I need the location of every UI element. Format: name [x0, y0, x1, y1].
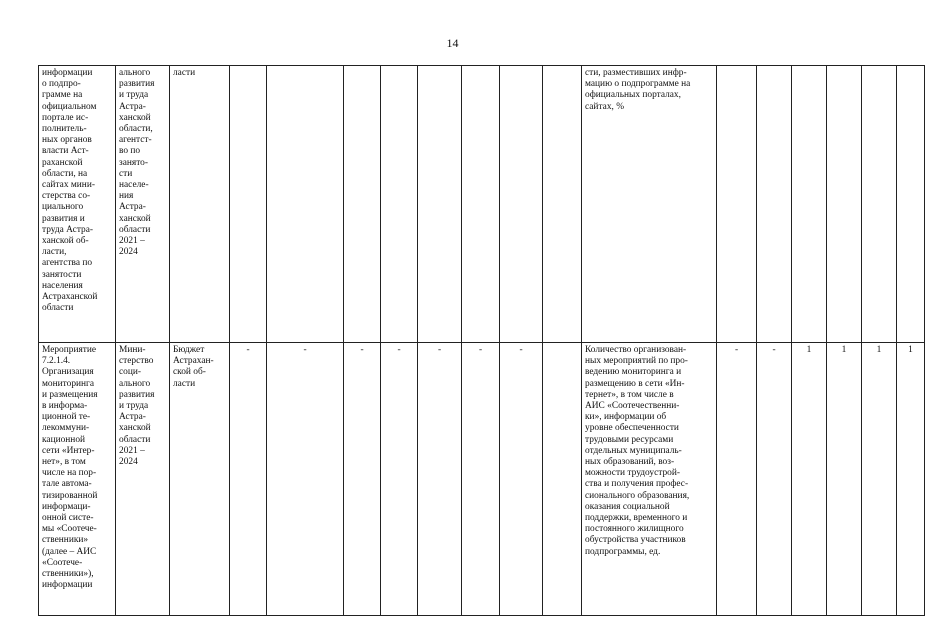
- text-line: ласти,: [42, 247, 67, 258]
- indicator-value-cell: 1: [827, 343, 862, 616]
- finance-cell: [344, 66, 381, 343]
- text-line: 2021 –: [119, 236, 145, 247]
- funding-source-cell: [170, 343, 230, 616]
- text-line: ханской: [119, 423, 151, 434]
- text-line: власти Аст-: [42, 146, 89, 157]
- table-row: [39, 66, 925, 343]
- text-line: сети «Интер-: [42, 445, 95, 456]
- text-line: 2024: [119, 247, 138, 258]
- indicator-value-cell: [717, 66, 757, 343]
- text-line: можности трудоустрой-: [585, 468, 680, 479]
- text-line: ния: [119, 191, 134, 202]
- text-line: портале ис-: [42, 112, 89, 123]
- text-line: сайтах мини-: [42, 180, 95, 191]
- finance-cell: -: [344, 343, 381, 616]
- finance-cell: [500, 66, 543, 343]
- text-line: занятости: [42, 269, 82, 280]
- text-line: ства и получения профес-: [585, 479, 689, 490]
- finance-cell: [543, 343, 582, 616]
- indicator-value-cell: -: [757, 343, 792, 616]
- text-line: сти, разместивших инфр-: [585, 68, 687, 78]
- text-line: (далее – АИС: [42, 546, 97, 557]
- indicator-cell: [582, 66, 717, 343]
- text-line: во по: [119, 146, 141, 157]
- text-line: Количество организован-: [585, 345, 687, 355]
- text-line: полнитель-: [42, 124, 87, 135]
- text-line: лекоммуни-: [42, 423, 90, 434]
- text-line: официальных порталах,: [585, 90, 681, 101]
- indicator-value-cell: [862, 66, 897, 343]
- indicator-value-cell: -: [717, 343, 757, 616]
- text-line: размещению в сети «Ин-: [585, 378, 685, 389]
- text-line: ных образований, воз-: [585, 457, 675, 468]
- text-line: развития и: [42, 213, 85, 224]
- finance-cell: -: [230, 343, 267, 616]
- indicator-value-cell: 1: [862, 343, 897, 616]
- indicator-value-cell: [897, 66, 925, 343]
- finance-cell: [462, 66, 500, 343]
- text-line: АИС «Соотечественни-: [585, 401, 680, 412]
- text-line: Мероприятие: [42, 345, 97, 355]
- text-line: и размещения: [42, 389, 98, 400]
- finance-cell: -: [381, 343, 418, 616]
- text-line: официальном: [42, 101, 97, 112]
- text-line: информаци-: [42, 501, 91, 512]
- indicator-value-cell: 1: [897, 343, 925, 616]
- text-line: Мини-: [119, 345, 146, 355]
- text-line: нет», в том: [42, 457, 86, 468]
- text-line: области,: [119, 124, 153, 135]
- text-line: области: [119, 224, 151, 235]
- finance-cell: -: [418, 343, 462, 616]
- text-line: ального: [119, 68, 151, 78]
- finance-cell: [267, 66, 344, 343]
- text-line: подпрограммы, ед.: [585, 546, 661, 557]
- text-line: ных мероприятий по про-: [585, 356, 688, 367]
- text-line: области, на: [42, 168, 88, 179]
- text-line: Астраханской: [42, 292, 98, 303]
- table-row: [39, 343, 925, 616]
- text-line: ционной те-: [42, 412, 91, 423]
- text-line: о подпро-: [42, 79, 81, 90]
- indicator-value-cell: 1: [792, 343, 827, 616]
- text-line: стерства со-: [42, 191, 91, 202]
- text-line: соци-: [119, 367, 142, 378]
- finance-cell: -: [500, 343, 543, 616]
- text-line: сайтах, %: [585, 101, 625, 112]
- indicator-value-cell: [792, 66, 827, 343]
- text-line: 2021 –: [119, 445, 145, 456]
- text-line: ханской: [119, 213, 151, 224]
- text-line: грамме на: [42, 90, 83, 101]
- text-line: мы «Соотече-: [42, 524, 97, 535]
- text-line: стерство: [119, 356, 154, 367]
- text-line: оказания социальной: [585, 501, 670, 512]
- text-line: ласти: [173, 378, 196, 389]
- text-line: сти: [119, 168, 133, 179]
- text-line: поддержки, временного и: [585, 513, 688, 524]
- text-line: Бюджет: [173, 345, 205, 355]
- text-line: Астра-: [119, 101, 146, 112]
- program-table: [38, 65, 925, 616]
- text-line: 7.2.1.4.: [42, 356, 71, 367]
- finance-cell: -: [462, 343, 500, 616]
- text-line: тале автома-: [42, 479, 92, 490]
- text-line: ки», информации об: [585, 412, 667, 423]
- text-line: области: [119, 434, 151, 445]
- text-line: раханской: [42, 157, 83, 168]
- finance-cell: [543, 66, 582, 343]
- text-line: уровне обеспеченности: [585, 423, 679, 434]
- text-line: отдельных муниципаль-: [585, 445, 682, 456]
- text-line: ственники»: [42, 535, 89, 546]
- funding-source-cell: [170, 66, 230, 343]
- text-line: в информа-: [42, 401, 88, 412]
- indicator-cell: [582, 343, 717, 616]
- text-line: и труда: [119, 90, 149, 101]
- finance-cell: [381, 66, 418, 343]
- text-line: занято-: [119, 157, 148, 168]
- executor-cell: [116, 66, 170, 343]
- text-line: ственники»),: [42, 569, 94, 580]
- text-line: населения: [42, 280, 83, 291]
- text-line: трудовыми ресурсами: [585, 434, 674, 445]
- text-line: информации: [42, 68, 93, 78]
- text-line: Астра-: [119, 412, 146, 423]
- page-number: 14: [446, 36, 459, 50]
- text-line: ской об-: [173, 367, 206, 378]
- text-line: «Соотече-: [42, 557, 83, 568]
- finance-cell: [418, 66, 462, 343]
- text-line: тернет», в том числе в: [585, 389, 674, 400]
- text-line: Организация: [42, 367, 94, 378]
- text-line: сионального образования,: [585, 490, 690, 501]
- finance-cell: [230, 66, 267, 343]
- text-line: ханской: [119, 112, 151, 123]
- text-line: развития: [119, 389, 155, 400]
- text-line: и труда: [119, 401, 149, 412]
- text-line: агентства по: [42, 258, 93, 269]
- event-name-cell: [39, 66, 116, 343]
- text-line: ханской об-: [42, 236, 89, 247]
- text-line: ласти: [173, 68, 196, 78]
- text-line: информации: [42, 580, 93, 591]
- text-line: обустройства участников: [585, 535, 686, 546]
- indicator-value-cell: [757, 66, 792, 343]
- text-line: кационной: [42, 434, 86, 445]
- text-line: циального: [42, 202, 84, 213]
- finance-cell: -: [267, 343, 344, 616]
- text-line: труда Астра-: [42, 224, 94, 235]
- text-line: ведению мониторинга и: [585, 367, 682, 378]
- text-line: Астрахан-: [173, 356, 214, 367]
- text-line: онной систе-: [42, 513, 94, 524]
- text-line: постоянного жилищного: [585, 524, 684, 535]
- text-line: ального: [119, 378, 151, 389]
- event-name-cell: [39, 343, 116, 616]
- text-line: мацию о подпрограмме на: [585, 79, 691, 90]
- text-line: развития: [119, 79, 155, 90]
- text-line: агентст-: [119, 135, 152, 146]
- text-line: числе на пор-: [42, 468, 97, 479]
- executor-cell: [116, 343, 170, 616]
- text-line: Астра-: [119, 202, 146, 213]
- text-line: области: [42, 303, 74, 314]
- text-line: мониторинга: [42, 378, 95, 389]
- text-line: населе-: [119, 180, 149, 191]
- text-line: тизированной: [42, 490, 98, 501]
- indicator-value-cell: [827, 66, 862, 343]
- text-line: ных органов: [42, 135, 92, 146]
- text-line: 2024: [119, 457, 138, 468]
